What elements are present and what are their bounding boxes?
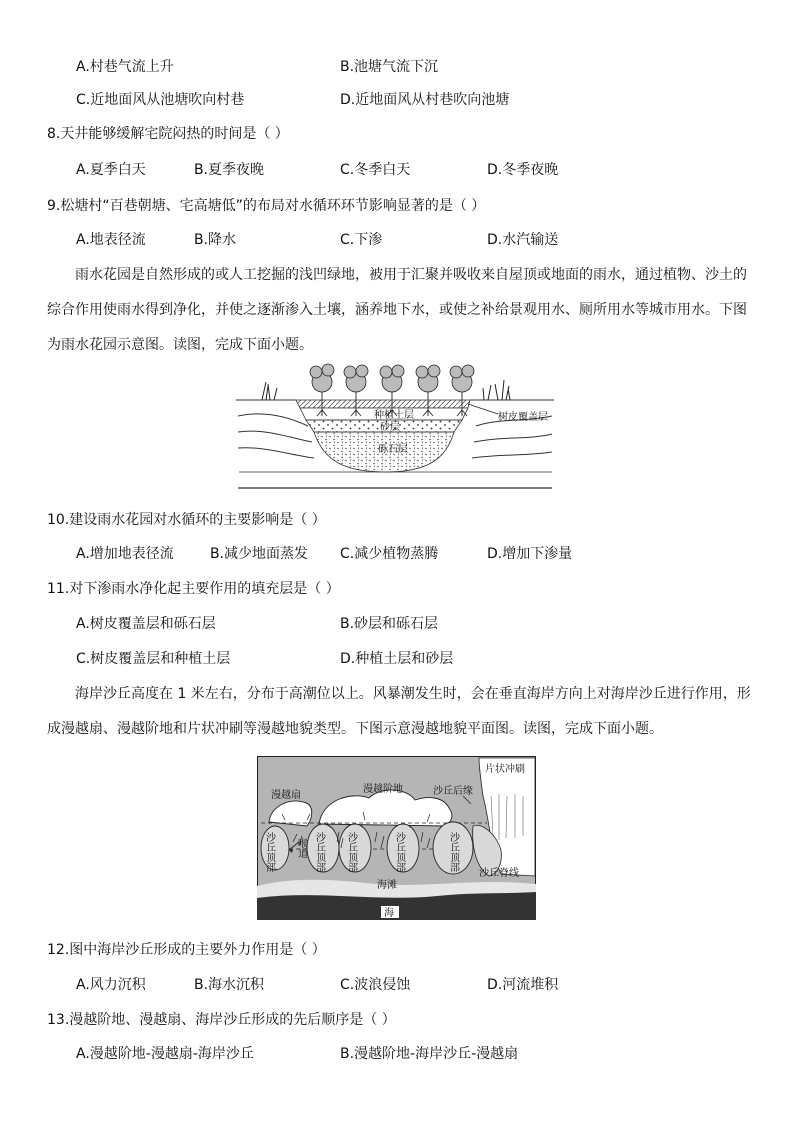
rain-garden-diagram (236, 360, 554, 492)
label-dune-top-5: 沙丘顶部 (447, 832, 459, 872)
q9-option-d: D.水汽输送 (487, 232, 559, 248)
q12-option-d: D.河流堆积 (487, 977, 559, 993)
q10-option-a: A.增加地表径流 (76, 546, 174, 562)
label-soil-layer: 种植土层 (374, 410, 414, 421)
q10-stem: 10.建设雨水花园对水循环的主要影响是（ ） (47, 512, 326, 528)
q8-option-c: C.冬季白天 (340, 162, 411, 178)
label-beach: 海滩 (377, 880, 397, 891)
q11-option-a: A.树皮覆盖层和砾石层 (76, 616, 216, 632)
q7-option-a: A.村巷气流上升 (76, 59, 174, 75)
label-overwash-fan: 漫越扇 (271, 790, 301, 801)
label-dune-top-2: 沙丘顶部 (313, 832, 325, 872)
q9-option-a: A.地表径流 (76, 232, 146, 248)
q8-option-b: B.夏季夜晚 (194, 162, 265, 178)
q10-option-d: D.增加下渗量 (487, 546, 573, 562)
label-throat: 喉道 (295, 838, 307, 858)
overwash-landform-map (257, 756, 536, 920)
label-sea: 海 (384, 908, 394, 919)
q8-option-d: D.冬季夜晚 (487, 162, 559, 178)
q8-option-a: A.夏季白天 (76, 162, 146, 178)
label-dune-back-edge: 沙丘后缘 (433, 786, 473, 797)
q12-option-b: B.海水沉积 (194, 977, 265, 993)
q10-option-b: B.减少地面蒸发 (210, 546, 309, 562)
q12-option-a: A.风力沉积 (76, 977, 146, 993)
q11-option-b: B.砂层和砾石层 (340, 616, 439, 632)
label-overwash-terrace: 漫越阶地 (363, 784, 403, 795)
label-gravel-layer: 砾石层 (378, 444, 408, 455)
q10-option-c: C.减少植物蒸腾 (340, 546, 439, 562)
q12-stem: 12.图中海岸沙丘形成的主要外力作用是（ ） (47, 942, 326, 958)
q8-stem: 8.天井能够缓解宅院闷热的时间是（ ） (47, 126, 289, 142)
label-dune-top-1: 沙丘顶部 (263, 832, 275, 872)
q7-option-c: C.近地面风从池塘吹向村巷 (76, 92, 245, 108)
label-dune-top-4: 沙丘顶部 (393, 832, 405, 872)
passage-coastal-dunes: 海岸沙丘高度在 1 米左右，分布于高潮位以上。风暴潮发生时，会在垂直海岸方向上对海岸沙丘进行作用，形成漫越扇、漫越阶地和片状冲刷等漫越地貌类型。下图示意漫越地貌平面图。读图，完成下面小题。 (47, 686, 751, 737)
label-bark-layer: 树皮覆盖层 (498, 412, 548, 423)
q9-stem: 9.松塘村“百巷朝塘、宅高塘低”的布局对水循环环节影响显著的是（ ） (47, 198, 486, 214)
label-sheet-wash: 片状冲刷 (485, 764, 525, 775)
q11-stem: 11.对下渗雨水净化起主要作用的填充层是（ ） (47, 581, 340, 597)
q12-option-c: C.波浪侵蚀 (340, 977, 411, 993)
q11-option-d: D.种植土层和砂层 (340, 651, 454, 667)
q11-option-c: C.树皮覆盖层和种植土层 (76, 651, 231, 667)
label-sand-layer: 砂层 (380, 422, 400, 433)
q13-option-a: A.漫越阶地-漫越扇-海岸沙丘 (76, 1046, 254, 1062)
label-dune-ridge: 沙丘脊线 (479, 868, 519, 879)
q9-option-c: C.下渗 (340, 232, 383, 248)
q13-stem: 13.漫越阶地、漫越扇、海岸沙丘形成的先后顺序是（ ） (47, 1012, 396, 1028)
q7-option-d: D.近地面风从村巷吹向池塘 (340, 92, 510, 108)
passage-rain-garden: 雨水花园是自然形成的或人工挖掘的浅凹绿地，被用于汇聚并吸收来自屋顶或地面的雨水，通过植物、沙土的综合作用使雨水得到净化，并使之逐渐渗入土壤，涵养地下水，或使之补给景观用水、厕所用水等城市用水。下图为雨水花园示意图。读图，完成下面小题。 (47, 267, 747, 353)
q7-option-b: B.池塘气流下沉 (340, 59, 439, 75)
q9-option-b: B.降水 (194, 232, 237, 248)
q13-option-b: B.漫越阶地-海岸沙丘-漫越扇 (340, 1046, 519, 1062)
label-dune-top-3: 沙丘顶部 (345, 832, 357, 872)
